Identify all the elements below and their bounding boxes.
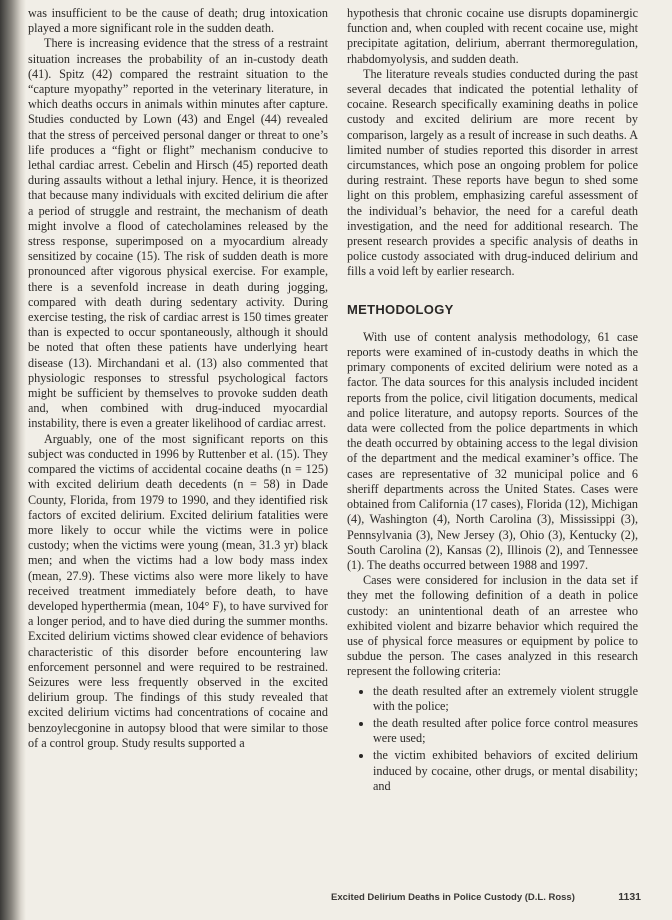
criteria-list [347,684,638,794]
right-paragraph-2: The literature reveals studies conducted during the past several decades that indicated the potential lethality of cocaine. Research specifically examining deaths in police custody and excited delirium are more recent by comparison, largely as a result of increase in such deaths. A limited number of studies reported this disorder in arrest circumstances, which pose an ongoing problem for police during restraint. These reports have begun to shed some light on this problem, emphasizing careful assessment of the individual’s behavior, the need for a careful death investigation, and the need for additional research. The present research provides a specific analysis of deaths in police custody associated with drug-induced delirium and fills a void left by earlier research. [347,66,638,279]
section-heading: METHODOLOGY [347,301,454,317]
right-paragraph-4: Cases were considered for inclusion in the data set if they met the following definition of a death in police custody: an unintentional death of an arrestee who exhibited violent and bizarre behavior which required the use of physical force measures or equipment by police to subdue the person. The cases analyzed in this research represent the following criteria: [347,573,638,679]
left-column [28,6,328,751]
left-paragraph-3: Arguably, one of the most significant reports on this subject was conducted in 1996 by Ruttenber et al. (15). They compared the victims of accidental cocaine deaths (n = 125) with excited delirium death decedents (n = 58) in Dade County, Florida, from 1979 to 1990, and they identified risk factors of excited delirium. Excited delirium fatalities were more likely to occur while the victims were in police custody; when the victims were young (mean, 31.3 yr) black men; and when the victims had a low body mass index (mean, 27.9). These victims also were more likely to have received treatment immediately before death, to have developed hyperthermia (mean, 104° F), to have survived for a longer period, and to have died during the summer months. Excited delirium victims showed clear evidence of behaviors characteristic of this disorder before encountering law enforcement personnel and were required to be restrained. Seizures were less frequently observed in the excited delirium group. The findings of this study revealed that excited delirium victims had concentrations of cocaine and benzoylecgonine in autopsy blood that were similar to those of a control group. Study results supported a [28,431,328,750]
page-gutter-shadow [0,0,26,920]
left-paragraph-1: was insufficient to be the cause of death; drug intoxication played a more significant role in the sudden death. [28,6,328,36]
right-column [347,6,638,796]
right-paragraph-3: With use of content analysis methodology, 61 case reports were examined of in-custody deaths in which the primary components of excited delirium were noted as a factor. The data sources for this analysis included incident reports from the police, civil litigation documents, medical and police literature, and autopsy reports. Sources of the data were collected from the police departments in which the death occurred by obtaining access to the legal division of the department and the medical examiner’s office. The cases are representative of 32 municipal police and 6 sheriff departments across the United States. Cases were obtained from California (17 cases), Florida (12), Michigan (4), Washington (4), North Carolina (3), Mississippi (3), Pennsylvania (3), New Jersey (3), Ohio (3), Kentucky (2), South Carolina (2), Kansas (2), Illinois (2), and Tennessee (1). The deaths occurred between 1988 and 1997. [347,329,638,572]
criteria-item-2: • the death resulted after police force control measures were used; [373,716,638,746]
right-paragraph-1: hypothesis that chronic cocaine use disrupts dopaminergic function and, when coupled with recent cocaine use, might precipitate agitation, delirium, aberrant thermoregulation, rhabdomyolysis, and sudden death. [347,6,638,66]
criteria-item-1: • the death resulted after an extremely violent struggle with the police; [373,684,638,714]
criteria-item-3: • the victim exhibited behaviors of excited delirium induced by cocaine, other drugs, or mental disability; and [373,748,638,794]
left-paragraph-2: There is increasing evidence that the stress of a restraint situation increases the probability of an in-custody death (41). Spitz (42) compared the restraint situation to the “capture myopathy” reported in the veterinary literature, in which deaths occurs in animals within minutes after capture. Studies conducted by Lown (43) and Engel (44) revealed that the stress of perceived personal danger or threat to one’s life produces a “fight or flight” mechanism conducive to lethal cardiac arrest. Cebelin and Hirsch (45) reported death during assaults without a lethal injury. Hence, it is theorized that because many individuals with excited delirium die after a period of struggle and restraint, the mechanism of death might involve a flood of catecholamines released by the stress response, superimposed on a myocardium already sensitized by cocaine (15). The risk of sudden death is more pronounced after vigorous physical exercise. For example, there is a sevenfold increase in death during jogging, compared with death during sedentary activity. During exercise testing, the risk of cardiac arrest is 150 times greater than is expected to occur spontaneously, although it should be noted that often these patients have underlying heart disease (13). Mirchandani et al. (13) also commented that physiologic responses to stressful psychological factors might be sufficient by themselves to provoke sudden death and, when combined with drug-induced myocardial instability, there is even a greater likelihood of cardiac arrest. [28,36,328,431]
page-number: 1131 [618,891,641,903]
page-footer [331,891,641,903]
running-title: Excited Delirium Deaths in Police Custody (D.L. Ross) [331,892,575,903]
